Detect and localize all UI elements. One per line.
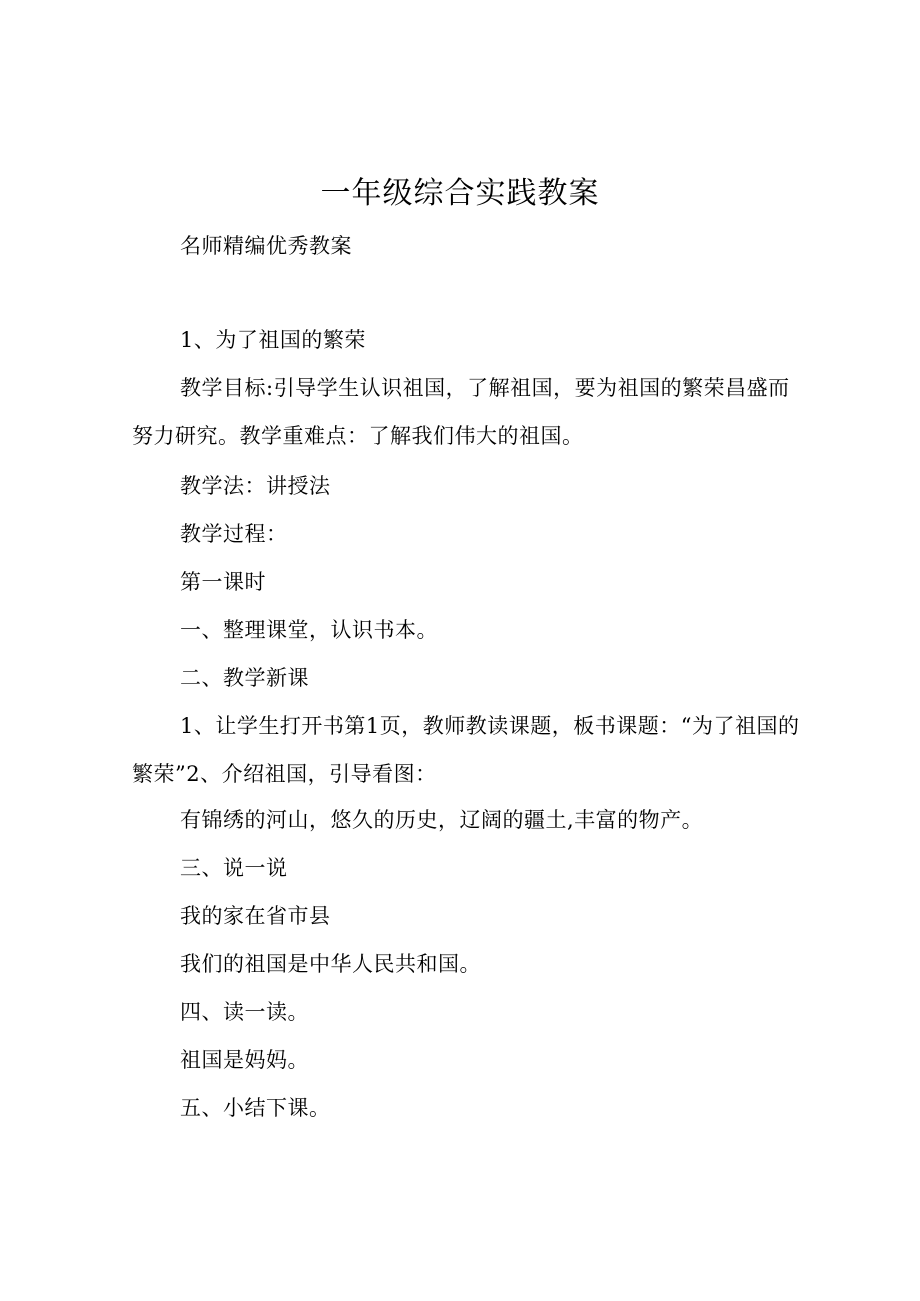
homeland-description-paragraph: 有锦绣的河山，悠久的历史，辽阔的疆土,丰富的物产。 — [180, 808, 704, 832]
home-location-paragraph: 我的家在省市县 — [180, 904, 331, 928]
teaching-goal-paragraph: 教学目标:引导学生认识祖国，了解祖国，要为祖国的繁荣昌盛而努力研究。教学重难点：了解我们伟大的祖国。 — [132, 376, 790, 448]
step-five-heading: 五、小结下课。 — [180, 1096, 331, 1120]
step-four-heading: 四、读一读。 — [180, 1000, 309, 1024]
new-lesson-paragraph: 1、让学生打开书第1页，教师教读课题，板书课题：“为了祖国的繁荣”2、介绍祖国，引导看图： — [132, 714, 800, 786]
document-subtitle: 名师精编优秀教案 — [180, 234, 352, 258]
first-lesson-heading: 第一课时 — [180, 570, 266, 594]
section-heading: 1、为了祖国的繁荣 — [180, 328, 366, 352]
teaching-process-heading: 教学过程： — [180, 522, 288, 546]
step-three-heading: 三、说一说 — [180, 856, 288, 880]
motherland-paragraph: 我们的祖国是中华人民共和国。 — [180, 952, 481, 976]
document-title: 一年级综合实践教案 — [320, 176, 600, 211]
motherland-mother-paragraph: 祖国是妈妈。 — [180, 1048, 309, 1072]
teaching-method-paragraph: 教学法：讲授法 — [180, 474, 331, 498]
step-one-paragraph: 一、整理课堂，认识书本。 — [180, 618, 438, 642]
step-two-heading: 二、教学新课 — [180, 666, 309, 690]
